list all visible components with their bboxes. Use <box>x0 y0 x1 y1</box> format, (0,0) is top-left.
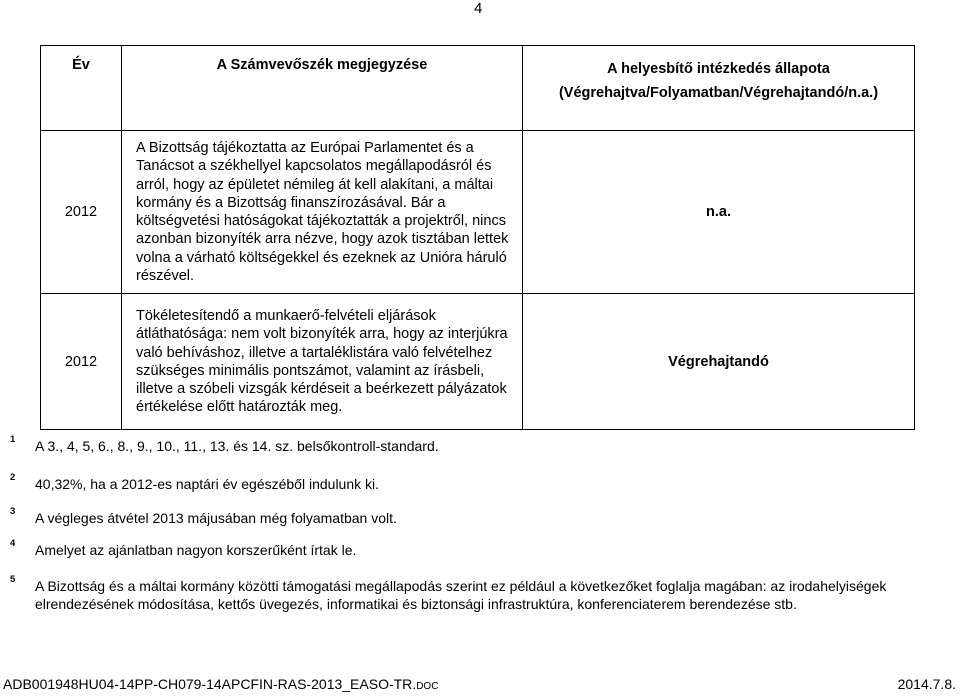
recommendations-table <box>40 45 915 430</box>
footnote-number: 3 <box>10 506 16 517</box>
table-header-row <box>41 46 915 131</box>
footnote-text: Amelyet az ajánlatban nagyon korszerűként írtak le. <box>35 542 357 558</box>
footnote-text: 40,32%, ha a 2012-es naptári év egészéből indulunk ki. <box>35 476 380 492</box>
footnote-number: 2 <box>10 472 16 483</box>
table-row <box>41 294 915 430</box>
footnote-number: 1 <box>10 434 16 445</box>
row-recommendation <box>122 131 523 294</box>
row-state: n.a. <box>523 131 915 294</box>
footer-doc-id <box>3 676 438 692</box>
row-recommendation-text: Tökéletesítendő a munkaerő-felvételi eljárások átláthatósága: nem volt bizonyíték arra, hogy az interjúkra való behíváshoz, illetve a tartaléklistára való felvételhez szükséges minimális pontszámot, valamint az írásbeli, illetve a szóbeli vizsgák kérdéseit a beérkezett pályázatok értékelése előtt határozták meg. <box>136 307 508 416</box>
header-state <box>523 46 915 131</box>
header-year: Év <box>41 46 122 131</box>
footnote-number: 5 <box>10 574 16 585</box>
footer-doc-ext: DOC <box>416 681 439 692</box>
row-recommendation <box>122 294 523 430</box>
footnote-number: 4 <box>10 538 16 549</box>
row-recommendation-text: A Bizottság tájékoztatta az Európai Parlamentet és a Tanácsot a székhellyel kapcsolatos megállapodásról és arról, hogy az épületet némileg át kell alakítani, a máltai kormány és a Bizottság finanszírozásával. Bár a költségvetési hatóságokat tájékoztatták a projektről, nincs azonban bizonyíték arra nézve, hogy azok tisztában lettek volna a várható költségekkel és ezeknek az Unióra háruló részével. <box>136 140 509 285</box>
header-state-line1: A helyesbítő intézkedés állapota <box>607 61 830 77</box>
footnote-text: A 3., 4, 5, 6., 8., 9., 10., 11., 13. és 14. sz. belsőkontroll-standard. <box>35 438 439 454</box>
footer-date: 2014.7.8. <box>897 676 956 692</box>
table-row <box>41 131 915 294</box>
header-recommendation: A Számvevőszék megjegyzése <box>122 46 523 131</box>
page-number: 4 <box>474 0 483 17</box>
header-state-line2: (Végrehajtva/Folyamatban/Végrehajtandó/n.a.) <box>558 85 879 101</box>
footnote-text: A végleges átvétel 2013 májusában még folyamatban volt. <box>35 510 397 526</box>
row-year: 2012 <box>41 131 122 294</box>
footnote-text: A Bizottság és a máltai kormány közötti támogatási megállapodás szerint ez például a következőket foglalja magában: az irodahelyiségek elrendezésének módosítása, kettős üvegezés, informatikai és biztonsági infrastruktúra, konferenciaterem berendezése stb. <box>35 578 887 612</box>
row-year: 2012 <box>41 294 122 430</box>
footer-doc-name: ADB001948HU04-14PP-CH079-14APCFIN-RAS-2013_EASO-TR. <box>3 676 417 692</box>
row-state: Végrehajtandó <box>523 294 915 430</box>
